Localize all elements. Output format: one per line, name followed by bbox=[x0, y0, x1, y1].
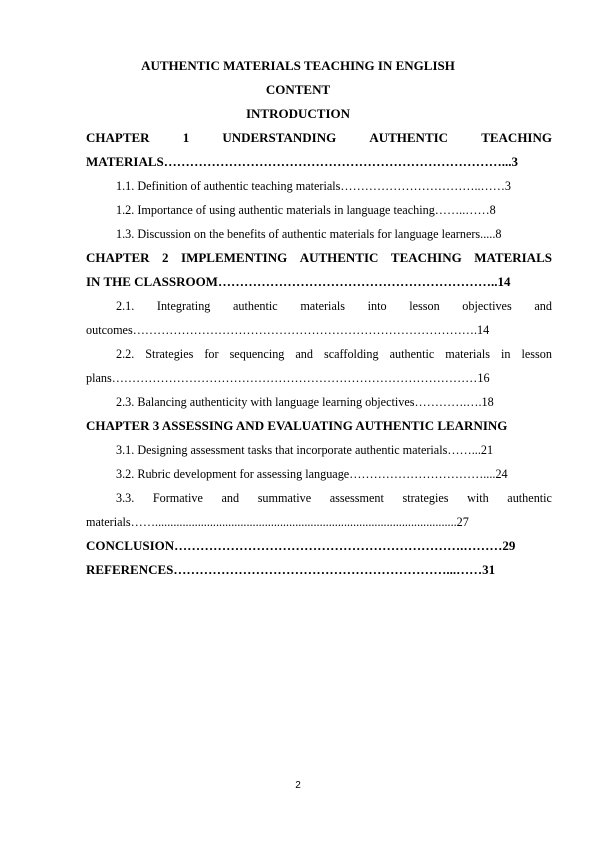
toc-chapter-2-line-2: IN THE CLASSROOM………………………………………………………..14 bbox=[86, 274, 511, 289]
word: with bbox=[467, 491, 489, 505]
word: Strategies bbox=[145, 347, 194, 361]
word: and bbox=[221, 491, 240, 505]
toc-chapter-2-line-1 bbox=[86, 250, 552, 266]
word: UNDERSTANDING bbox=[222, 130, 337, 145]
word: objectives bbox=[462, 299, 512, 313]
word: sequencing bbox=[229, 347, 285, 361]
word: IMPLEMENTING bbox=[181, 250, 288, 265]
word: 2.2. bbox=[116, 347, 135, 361]
toc-item-1-3: 1.3. Discussion on the benefits of authentic materials for language learners.....8 bbox=[116, 227, 502, 241]
word: AUTHENTIC bbox=[299, 250, 379, 265]
toc-item-2-3: 2.3. Balancing authenticity with language learning objectives………….….18 bbox=[116, 395, 494, 409]
word: and bbox=[295, 347, 313, 361]
toc-item-1-2: 1.2. Importance of using authentic materials in language teaching……..……8 bbox=[116, 203, 496, 217]
toc-item-3-2: 3.2. Rubric development for assessing language……………………………....24 bbox=[116, 467, 508, 481]
toc-chapter-1-line-1 bbox=[86, 130, 552, 146]
word: 1 bbox=[182, 130, 190, 145]
word: TEACHING bbox=[481, 130, 552, 145]
word: lesson bbox=[409, 299, 440, 313]
word: 2.1. bbox=[116, 299, 135, 313]
toc-item-3-3-line-2: materials……...................................................................................................27 bbox=[86, 515, 469, 529]
word: AUTHENTIC bbox=[369, 130, 449, 145]
toc-item-2-1-line-1 bbox=[116, 298, 552, 314]
toc-conclusion: CONCLUSION………………………………………………………….………29 bbox=[86, 538, 516, 553]
word: authentic bbox=[389, 347, 435, 361]
word: Formative bbox=[152, 491, 203, 505]
word: scaffolding bbox=[324, 347, 379, 361]
word: MATERIALS bbox=[474, 250, 552, 265]
word: materials bbox=[300, 299, 345, 313]
toc-item-2-2-line-1 bbox=[116, 346, 552, 362]
word: in bbox=[500, 347, 511, 361]
toc-item-1-1: 1.1. Definition of authentic teaching materials……………………………..……3 bbox=[116, 179, 512, 193]
toc-chapter-1-line-2: MATERIALS……………………………………………………………………...3 bbox=[86, 154, 519, 169]
word: CHAPTER bbox=[86, 250, 150, 265]
word: 3.3. bbox=[116, 491, 135, 505]
introduction-heading: INTRODUCTION bbox=[245, 106, 350, 121]
word: and bbox=[534, 299, 552, 313]
document-title: AUTHENTIC MATERIALS TEACHING IN ENGLISH bbox=[141, 58, 455, 73]
word: 2 bbox=[162, 250, 169, 265]
toc-chapter-3: CHAPTER 3 ASSESSING AND EVALUATING AUTHENTIC LEARNING bbox=[86, 418, 508, 433]
word: materials bbox=[445, 347, 490, 361]
content-heading: CONTENT bbox=[265, 82, 331, 97]
toc-item-3-1: 3.1. Designing assessment tasks that incorporate authentic materials……...21 bbox=[116, 443, 494, 457]
word: authentic bbox=[507, 491, 552, 505]
word: assessment bbox=[329, 491, 384, 505]
toc-item-2-2-line-2: plans………………………………………………………………………………16 bbox=[86, 371, 490, 385]
toc-item-2-1-line-2: outcomes………………………………………………………………………….14 bbox=[86, 323, 490, 337]
word: into bbox=[367, 299, 387, 313]
word: TEACHING bbox=[390, 250, 462, 265]
word: lesson bbox=[521, 347, 552, 361]
word: for bbox=[204, 347, 219, 361]
word: CHAPTER bbox=[86, 130, 150, 145]
toc-item-3-3-line-1 bbox=[116, 490, 552, 506]
toc-references: REFERENCES………………………………………………………...……31 bbox=[86, 562, 496, 577]
word: Integrating bbox=[156, 299, 211, 313]
word: summative bbox=[257, 491, 312, 505]
word: strategies bbox=[402, 491, 449, 505]
page-number: 2 bbox=[295, 780, 301, 791]
word: authentic bbox=[233, 299, 278, 313]
